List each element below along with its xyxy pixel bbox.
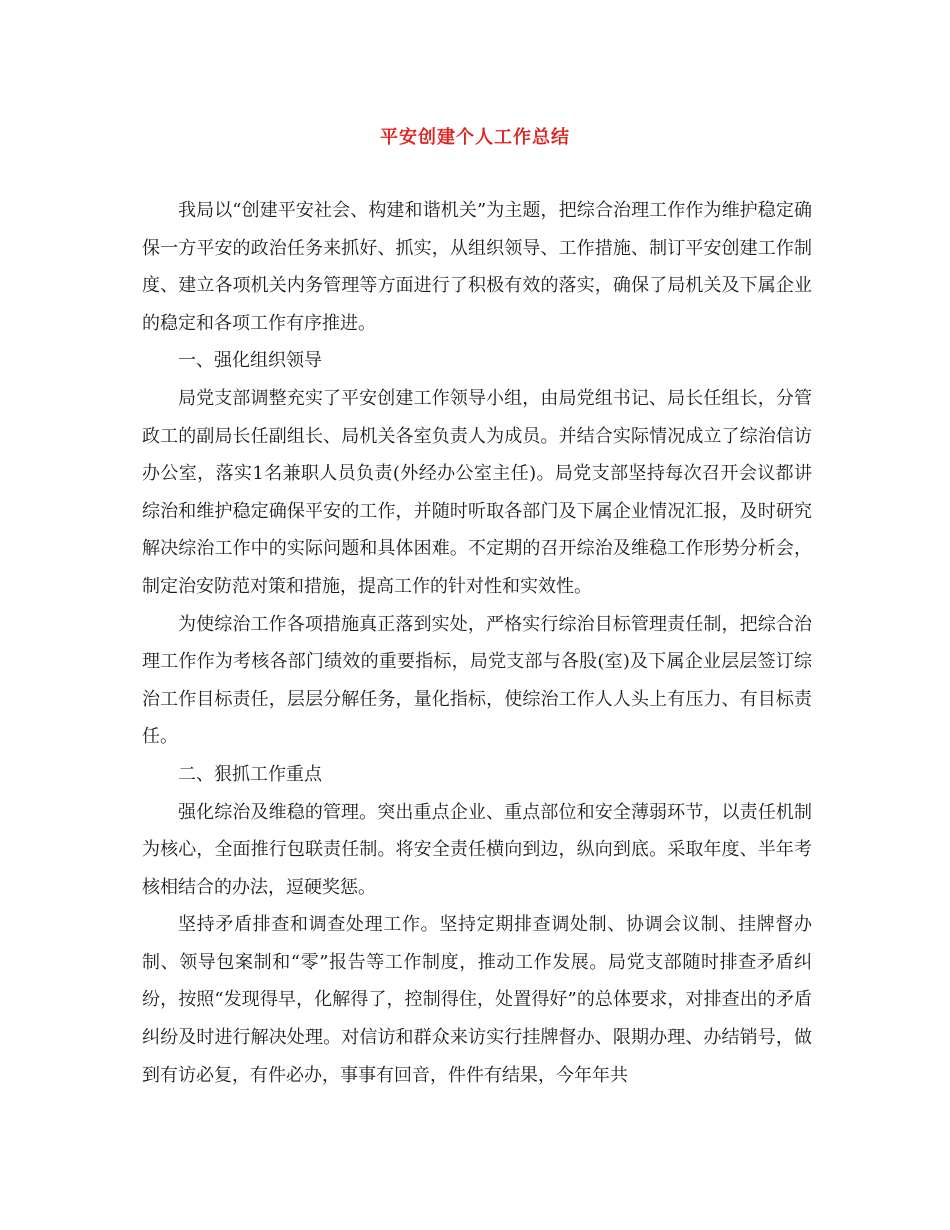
document-body xyxy=(142,192,812,1094)
paragraph-intro: 我局以“创建平安社会、构建和谐机关”为主题，把综合治理工作作为维护稳定确保一方平安的政治任务来抓好、抓实，从组织领导、工作措施、制订平安创建工作制度、建立各项机关内务管理等方面进行了积极有效的落实，确保了局机关及下属企业的稳定和各项工作有序推进。 xyxy=(142,200,812,334)
paragraph-dispute-handling: 坚持矛盾排查和调查处理工作。坚持定期排查调处制、协调会议制、挂牌督办制、领导包案制和“零”报告等工作制度，推动工作发展。局党支部随时排查矛盾纠纷，按照“发现得早，化解得了，控制得住，处置得好”的总体要求，对排查出的矛盾纠纷及时进行解决处理。对信访和群众来访实行挂牌督办、限期办理、办结销号，做到有访必复，有件必办，事事有回音，件件有结果，今年年共 xyxy=(142,914,812,1086)
section-heading-1: 一、强化组织领导 xyxy=(178,350,322,372)
paragraph-management: 强化综治及维稳的管理。突出重点企业、重点部位和安全薄弱环节，以责任机制为核心，全面推行包联责任制。将安全责任横向到边，纵向到底。采取年度、半年考核相结合的办法，逗硬奖惩。 xyxy=(142,801,812,898)
paragraph-responsibility: 为使综治工作各项措施真正落到实处，严格实行综治目标管理责任制，把综合治理工作作为考核各部门绩效的重要指标，局党支部与各股(室)及下属企业层层签订综治工作目标责任，层层分解任务，量化指标，使综治工作人人头上有压力、有目标责任。 xyxy=(142,613,812,748)
section-heading-2: 二、狠抓工作重点 xyxy=(178,763,322,785)
paragraph-leadership: 局党支部调整充实了平安创建工作领导小组，由局党组书记、局长任组长，分管政工的副局长任副组长、局机关各室负责人为成员。并结合实际情况成立了综治信访办公室，落实1名兼职人员负责(外经办公室主任)。局党支部坚持每次召开会议都讲综治和维护稳定确保平安的工作，并随时听取各部门及下属企业情况汇报，及时研究解决综治工作中的实际问题和具体困难。不定期的召开综治及维稳工作形势分析会，制定治安防范对策和措施，提高工作的针对性和实效性。 xyxy=(142,387,812,597)
document-title: 平安创建个人工作总结 xyxy=(380,127,570,148)
